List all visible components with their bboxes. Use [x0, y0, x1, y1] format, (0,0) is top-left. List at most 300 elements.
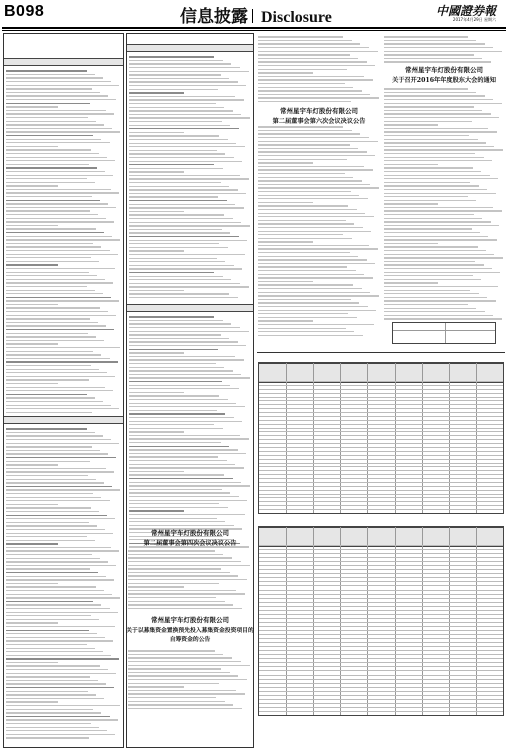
text-line: [258, 36, 343, 37]
text-line: [258, 187, 379, 188]
text-column-4-top: [384, 34, 504, 65]
text-line: [129, 71, 249, 72]
table-row: [259, 490, 503, 491]
text-line: [129, 421, 242, 422]
text-line: [128, 557, 232, 558]
text-line: [6, 648, 95, 649]
issue-date: 2017年4月29日 星期六: [452, 17, 496, 22]
text-line: [6, 146, 58, 147]
text-line: [6, 408, 119, 409]
text-line: [129, 464, 235, 465]
text-line: [129, 446, 229, 447]
text-line: [6, 171, 105, 172]
text-line: [6, 493, 93, 494]
text-line: [6, 264, 58, 265]
table-row: [259, 614, 503, 615]
text-line: [384, 207, 493, 208]
text-line: [6, 507, 91, 508]
text-line: [6, 554, 92, 555]
text-line: [128, 679, 247, 680]
text-line: [258, 144, 350, 145]
text-line: [258, 277, 373, 278]
text-line: [258, 328, 346, 329]
text-line: [129, 392, 184, 393]
text-line: [384, 275, 473, 276]
text-line: [129, 424, 214, 425]
table-row: [259, 545, 503, 546]
text-line: [6, 446, 92, 447]
text-line: [129, 453, 246, 454]
table-row: [259, 482, 503, 483]
text-line: [128, 668, 221, 669]
text-line: [258, 159, 347, 160]
table-row: [259, 654, 503, 655]
text-line: [129, 482, 241, 483]
text-line: [258, 245, 369, 246]
text-line: [129, 474, 224, 475]
announcement-body: [128, 648, 252, 711]
table-divider: [395, 363, 396, 513]
table-row: [259, 463, 503, 464]
text-line: [384, 261, 475, 262]
text-line: [258, 284, 353, 285]
text-line: [6, 297, 111, 298]
text-line: [384, 300, 496, 301]
text-line: [6, 254, 118, 255]
table-divider: [445, 323, 446, 343]
text-line: [6, 701, 58, 702]
text-line: [6, 719, 118, 720]
text-line: [129, 349, 218, 350]
text-line: [258, 220, 346, 221]
text-line: [6, 236, 112, 237]
table-row: [259, 501, 503, 502]
text-line: [6, 622, 58, 623]
announcement-title: 关于召开2016年年度股东大会的通知: [392, 77, 496, 84]
text-line: [6, 594, 112, 595]
text-line: [129, 449, 238, 450]
text-line: [6, 698, 104, 699]
text-line: [6, 268, 115, 269]
text-line: [129, 265, 234, 266]
text-line: [6, 272, 89, 273]
text-line: [6, 351, 93, 352]
text-line: [129, 193, 246, 194]
text-line: [128, 561, 241, 562]
table-divider: [340, 363, 341, 513]
table-row: [259, 610, 503, 611]
text-line: [129, 225, 250, 226]
text-line: [258, 184, 370, 185]
text-line: [128, 675, 238, 676]
text-line: [6, 536, 87, 537]
text-line: [6, 540, 95, 541]
text-line: [258, 173, 345, 174]
text-line: [384, 153, 475, 154]
text-line: [6, 74, 95, 75]
text-line: [6, 504, 58, 505]
text-line: [129, 186, 229, 187]
text-line: [129, 254, 245, 255]
text-line: [128, 657, 232, 658]
text-line: [129, 500, 247, 501]
text-line: [258, 223, 354, 224]
text-line: [129, 150, 217, 151]
text-line: [129, 189, 238, 190]
text-line: [129, 388, 239, 389]
table-row: [259, 711, 503, 712]
text-line: [6, 590, 104, 591]
text-line: [6, 228, 96, 229]
text-line: [384, 189, 487, 190]
table-row: [259, 428, 503, 429]
text-line: [129, 146, 245, 147]
text-line: [6, 412, 92, 413]
text-line: [6, 428, 87, 429]
text-line: [129, 410, 217, 411]
text-column-4-body: [384, 86, 504, 322]
text-line: [6, 597, 120, 598]
table-row: [259, 618, 503, 619]
section-title: [180, 2, 332, 27]
text-line: [258, 248, 378, 249]
text-line: [128, 572, 230, 573]
text-line: [129, 63, 231, 64]
table-row: [259, 638, 503, 639]
text-line: [6, 658, 119, 659]
text-line: [6, 207, 116, 208]
text-line: [128, 586, 184, 587]
text-line: [6, 106, 58, 107]
text-line: [6, 361, 118, 362]
text-line: [129, 207, 244, 208]
text-line: [6, 655, 111, 656]
text-line: [384, 315, 493, 316]
table-rows: [129, 54, 251, 301]
text-line: [129, 381, 222, 382]
text-line: [384, 297, 487, 298]
text-column-3-body: [258, 124, 380, 338]
text-line: [129, 442, 221, 443]
header-rule: [2, 27, 506, 29]
text-line: [128, 697, 216, 698]
text-line: [129, 503, 219, 504]
text-line: [129, 478, 233, 479]
text-line: [384, 103, 502, 104]
text-line: [129, 196, 218, 197]
text-line: [6, 468, 106, 469]
text-line: [6, 644, 87, 645]
text-line: [6, 626, 115, 627]
text-line: [258, 299, 351, 300]
text-line: [129, 521, 225, 522]
text-line: [129, 297, 238, 298]
text-line: [258, 162, 313, 163]
text-line: [258, 231, 371, 232]
text-line: [258, 292, 370, 293]
table-row: [259, 497, 503, 498]
text-line: [258, 155, 375, 156]
text-line: [6, 196, 92, 197]
text-line: [258, 65, 375, 66]
text-line: [129, 56, 214, 57]
text-line: [6, 522, 89, 523]
text-line: [129, 128, 239, 129]
text-line: [129, 250, 184, 251]
text-line: [258, 266, 347, 267]
text-line: [6, 343, 58, 344]
text-line: [129, 431, 184, 432]
text-line: [6, 315, 116, 316]
table-row: [259, 424, 503, 425]
text-line: [128, 590, 236, 591]
text-line: [258, 324, 374, 325]
equity-change-table-1: [258, 362, 504, 514]
text-line: [384, 47, 493, 48]
text-line: [6, 358, 110, 359]
text-line: [6, 189, 111, 190]
table-row: [259, 585, 503, 586]
text-line: [384, 171, 481, 172]
text-line: [6, 630, 89, 631]
text-line: [384, 36, 468, 37]
text-line: [6, 705, 120, 706]
text-line: [129, 204, 235, 205]
text-line: [128, 579, 247, 580]
text-line: [384, 175, 490, 176]
text-line: [6, 669, 108, 670]
announcement-title: 关于以募集资金置换预先投入募集资金投资项目的自筹资金的公告: [126, 628, 254, 643]
text-line: [258, 310, 376, 311]
text-line: [6, 81, 111, 82]
text-line: [258, 320, 313, 321]
text-line: [129, 467, 244, 468]
text-line: [129, 316, 214, 317]
text-line: [384, 196, 468, 197]
text-line: [6, 99, 116, 100]
text-line: [258, 259, 367, 260]
table-row: [259, 598, 503, 599]
text-line: [129, 107, 224, 108]
text-line: [6, 583, 58, 584]
text-line: [129, 377, 250, 378]
text-line: [384, 268, 492, 269]
text-line: [129, 286, 249, 287]
text-line: [129, 413, 225, 414]
text-line: [128, 672, 230, 673]
table-rows: [6, 426, 121, 741]
text-line: [129, 164, 214, 165]
header-rule-thin: [2, 30, 506, 31]
text-line: [258, 302, 359, 303]
text-line: [129, 496, 239, 497]
table-row: [259, 459, 503, 460]
text-line: [384, 110, 482, 111]
text-line: [6, 243, 93, 244]
text-line: [6, 482, 104, 483]
text-line: [384, 160, 492, 161]
text-line: [384, 142, 486, 143]
text-line: [129, 171, 184, 172]
text-line: [129, 327, 240, 328]
text-line: [258, 76, 364, 77]
text-line: [6, 131, 120, 132]
announcement-company: 常州星宇车灯股份有限公司: [405, 66, 483, 74]
text-line: [6, 457, 116, 458]
text-line: [384, 131, 497, 132]
text-line: [258, 169, 373, 170]
text-line: [129, 96, 235, 97]
table-row: [259, 630, 503, 631]
text-line: [384, 88, 468, 89]
text-line: [6, 203, 108, 204]
text-line: [258, 87, 353, 88]
text-line: [384, 286, 498, 287]
text-line: [128, 575, 238, 576]
text-line: [384, 106, 474, 107]
text-line: [384, 40, 476, 41]
announcement-body: [128, 548, 252, 611]
text-line: [129, 320, 223, 321]
text-line: [129, 214, 224, 215]
text-line: [384, 178, 498, 179]
text-line: [6, 279, 105, 280]
text-line: [6, 182, 95, 183]
announcement-heading-board-4: [126, 528, 254, 547]
text-line: [6, 175, 113, 176]
text-line: [384, 200, 476, 201]
text-line: [129, 182, 221, 183]
text-line: [384, 99, 493, 100]
table-row: [259, 385, 503, 386]
announcement-company: 常州星宇车灯股份有限公司: [151, 616, 229, 624]
table-row: [259, 466, 503, 467]
text-line: [128, 690, 236, 691]
table-row: [259, 557, 503, 558]
text-line: [6, 128, 112, 129]
text-line: [6, 369, 99, 370]
table-divider: [367, 363, 368, 513]
text-line: [129, 89, 218, 90]
text-line: [258, 54, 350, 55]
text-line: [384, 311, 485, 312]
text-line: [384, 157, 484, 158]
table-row: [259, 509, 503, 510]
table-row: [259, 679, 503, 680]
text-line: [129, 370, 233, 371]
text-line: [6, 489, 120, 490]
text-line: [6, 110, 106, 111]
table-divider: [313, 363, 314, 513]
text-line: [6, 432, 95, 433]
text-line: [129, 268, 242, 269]
text-line: [128, 665, 250, 666]
table-row: [259, 565, 503, 566]
text-line: [6, 376, 115, 377]
table-row: [259, 577, 503, 578]
text-line: [6, 85, 119, 86]
text-line: [384, 113, 491, 114]
text-line: [6, 246, 101, 247]
text-line: [128, 601, 225, 602]
announcement-heading-fund-replacement: [126, 615, 254, 643]
text-line: [129, 489, 222, 490]
text-line: [6, 604, 101, 605]
text-line: [6, 77, 103, 78]
text-line: [6, 88, 92, 89]
text-line: [6, 694, 96, 695]
text-line: [384, 185, 479, 186]
text-line: [6, 601, 93, 602]
text-line: [129, 334, 221, 335]
table-row: [259, 549, 503, 550]
text-line: [258, 234, 343, 235]
text-line: [258, 274, 364, 275]
text-line: [384, 232, 480, 233]
text-line: [384, 304, 468, 305]
table-row: [259, 451, 503, 452]
announcement-heading-agm: [384, 65, 504, 84]
text-line: [129, 363, 216, 364]
text-line: [6, 691, 88, 692]
text-line: [129, 103, 216, 104]
text-line: [129, 78, 229, 79]
text-line: [6, 333, 88, 334]
text-line: [6, 372, 107, 373]
table-row: [259, 400, 503, 401]
text-line: [129, 222, 241, 223]
text-line: [6, 192, 119, 193]
text-line: [6, 529, 105, 530]
table-header-bar: [259, 527, 503, 547]
text-line: [6, 117, 88, 118]
text-line: [6, 405, 111, 406]
text-line: [6, 307, 100, 308]
text-line: [6, 619, 99, 620]
text-line: [258, 72, 313, 73]
text-line: [258, 198, 368, 199]
text-line: [6, 640, 113, 641]
text-line: [129, 272, 214, 273]
table-row: [259, 703, 503, 704]
text-line: [258, 263, 375, 264]
text-line: [6, 311, 108, 312]
page-number: B098: [4, 3, 45, 20]
text-line: [6, 124, 104, 125]
text-line: [258, 209, 357, 210]
text-line: [6, 200, 100, 201]
table-row: [259, 412, 503, 413]
table-row: [259, 439, 503, 440]
text-line: [129, 385, 230, 386]
text-line: [6, 257, 91, 258]
text-line: [129, 67, 240, 68]
text-line: [6, 525, 97, 526]
text-line: [258, 141, 378, 142]
text-line: [129, 85, 246, 86]
text-line: [384, 146, 494, 147]
text-line: [258, 90, 362, 91]
table-row: [259, 683, 503, 684]
text-line: [6, 157, 107, 158]
text-line: [258, 238, 352, 239]
text-line: [258, 79, 373, 80]
text-line: [129, 218, 233, 219]
text-line: [129, 60, 223, 61]
text-line: [384, 193, 496, 194]
text-line: [129, 290, 184, 291]
table-row: [259, 646, 503, 647]
